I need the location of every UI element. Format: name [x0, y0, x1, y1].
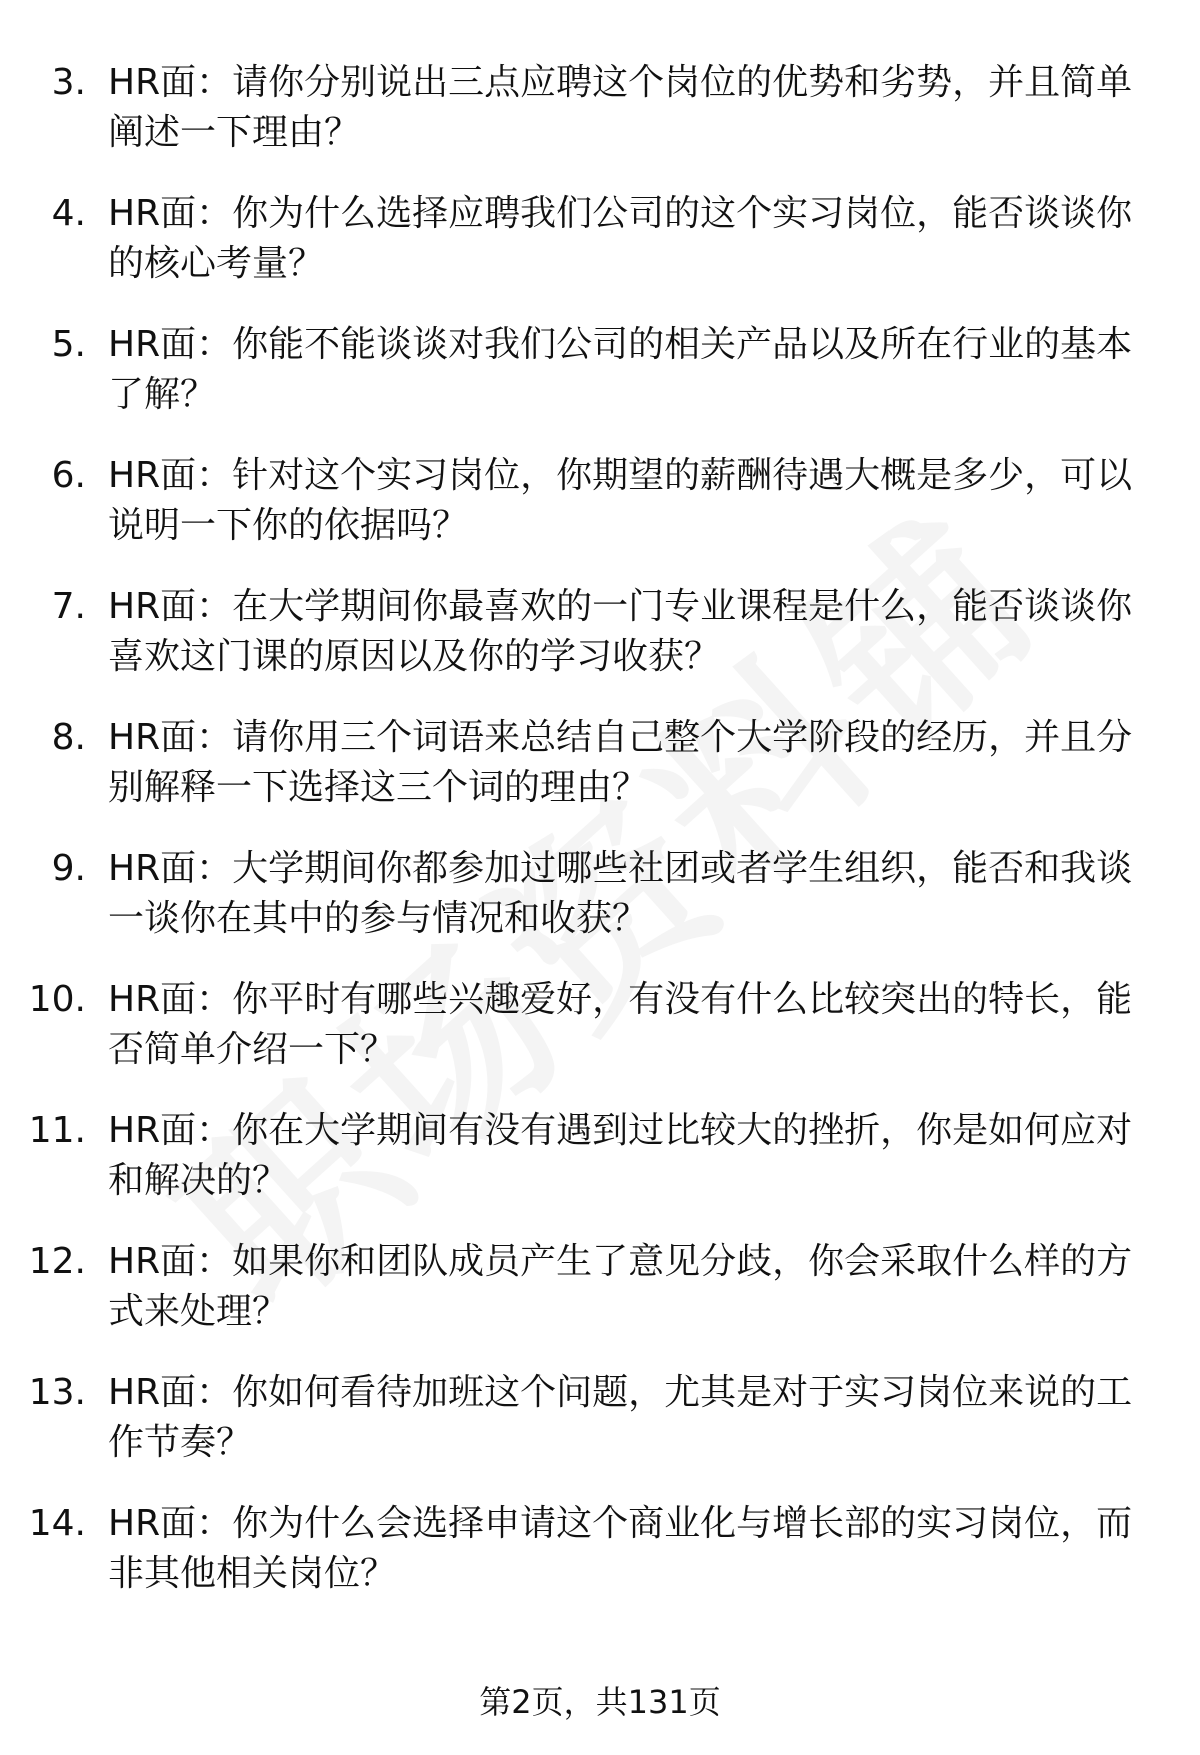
question-text: HR面：你为什么会选择申请这个商业化与增长部的实习岗位，而非其他相关岗位？ — [108, 1503, 1133, 1594]
question-number: 12. — [28, 1241, 86, 1282]
question-number: 8. — [51, 717, 86, 758]
question-item — [0, 975, 1200, 1075]
question-text: HR面：你能不能谈谈对我们公司的相关产品以及所在行业的基本了解？ — [108, 324, 1133, 415]
question-number: 13. — [28, 1372, 86, 1413]
question-number: 4. — [51, 193, 86, 234]
page-footer: 第2页，共131页 — [479, 1683, 721, 1721]
question-number: 7. — [51, 586, 86, 627]
question-text: HR面：请你用三个词语来总结自己整个大学阶段的经历，并且分别解释一下选择这三个词的理由？ — [108, 717, 1133, 808]
question-item — [0, 1237, 1200, 1337]
question-text: HR面：你如何看待加班这个问题，尤其是对于实习岗位来说的工作节奏？ — [108, 1372, 1133, 1463]
question-list — [0, 58, 1200, 1630]
question-number: 11. — [28, 1110, 86, 1151]
question-item — [0, 1499, 1200, 1599]
question-item — [0, 320, 1200, 420]
question-number: 10. — [28, 979, 86, 1020]
question-text: HR面：在大学期间你最喜欢的一门专业课程是什么，能否谈谈你喜欢这门课的原因以及你的学习收获？ — [108, 586, 1133, 677]
question-text: HR面：你在大学期间有没有遇到过比较大的挫折，你是如何应对和解决的？ — [108, 1110, 1133, 1201]
question-text: HR面：你为什么选择应聘我们公司的这个实习岗位，能否谈谈你的核心考量？ — [108, 193, 1133, 284]
question-item — [0, 58, 1200, 158]
question-text: HR面：请你分别说出三点应聘这个岗位的优势和劣势，并且简单阐述一下理由？ — [108, 62, 1133, 153]
question-number: 6. — [51, 455, 86, 496]
question-item — [0, 713, 1200, 813]
question-text: HR面：你平时有哪些兴趣爱好，有没有什么比较突出的特长，能否简单介绍一下？ — [108, 979, 1133, 1070]
question-number: 5. — [51, 324, 86, 365]
question-item — [0, 1368, 1200, 1468]
question-text: HR面：针对这个实习岗位，你期望的薪酬待遇大概是多少，可以说明一下你的依据吗？ — [108, 455, 1133, 546]
question-number: 3. — [51, 62, 86, 103]
question-item — [0, 1106, 1200, 1206]
question-item — [0, 844, 1200, 944]
question-item — [0, 451, 1200, 551]
question-text: HR面：如果你和团队成员产生了意见分歧，你会采取什么样的方式来处理？ — [108, 1241, 1133, 1332]
question-item — [0, 582, 1200, 682]
question-number: 14. — [28, 1503, 86, 1544]
question-item — [0, 189, 1200, 289]
question-number: 9. — [51, 848, 86, 889]
question-text: HR面：大学期间你都参加过哪些社团或者学生组织，能否和我谈一谈你在其中的参与情况和收获？ — [108, 848, 1133, 939]
